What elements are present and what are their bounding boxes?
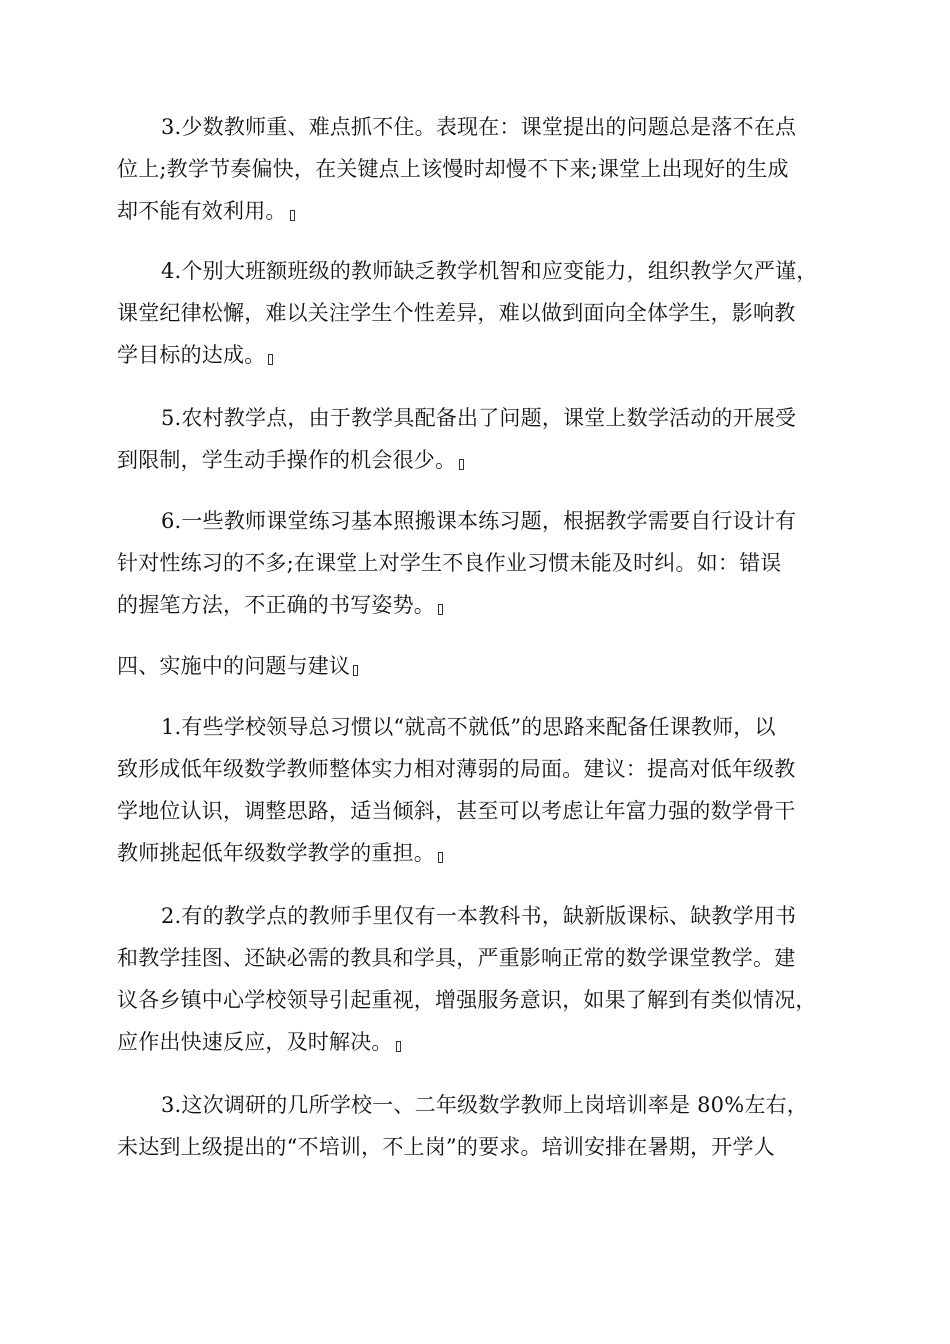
- paragraph-item-4: [117, 250, 837, 376]
- text-line: 学地位认识，调整思路，适当倾斜，甚至可以考虑让年富力强的数学骨干: [117, 799, 796, 823]
- text-line-wrap: [117, 1021, 837, 1063]
- paragraph-mark-icon: [353, 665, 358, 676]
- paragraph-mark-icon: [438, 604, 443, 615]
- text-line-wrap: [117, 645, 837, 687]
- text-line-wrap: [117, 439, 837, 481]
- paragraph-mark-icon: [268, 354, 273, 365]
- paragraph-item-3-minor: [117, 106, 837, 232]
- paragraph-suggestion-2: [117, 895, 837, 1063]
- paragraph-mark-icon: [396, 1041, 401, 1052]
- text-line: 致形成低年级数学教师整体实力相对薄弱的局面。建议：提高对低年级教: [117, 757, 796, 781]
- text-line: 却不能有效利用。: [117, 199, 287, 223]
- paragraph-item-6: [117, 500, 837, 626]
- text-line: 5.农村教学点，由于教学具配备出了问题，课堂上数学活动的开展受: [161, 406, 797, 430]
- paragraph-suggestion-3: [117, 1084, 837, 1168]
- section-heading: [117, 645, 837, 687]
- paragraph-mark-icon: [459, 459, 464, 470]
- text-line: 2.有的教学点的教师手里仅有一本教科书，缺新版课标、缺教学用书: [161, 904, 797, 928]
- text-line: 位上;教学节奏偏快，在关键点上该慢时却慢不下来;课堂上出现好的生成: [117, 157, 789, 181]
- paragraph-mark-icon: [290, 210, 295, 221]
- text-line-wrap: [117, 190, 837, 232]
- heading-text: 四、实施中的问题与建议: [117, 654, 351, 678]
- paragraph-suggestion-1: [117, 706, 837, 874]
- text-line: 到限制，学生动手操作的机会很少。: [117, 448, 457, 472]
- text-line: 和教学挂图、还缺必需的教具和学具，严重影响正常的数学课堂教学。建: [117, 946, 796, 970]
- text-line-wrap: [117, 334, 837, 376]
- text-line: 教师挑起低年级数学教学的重担。: [117, 841, 435, 865]
- text-line-wrap: [117, 832, 837, 874]
- text-line-wrap: [117, 584, 837, 626]
- text-line: 1.有些学校领导总习惯以“就高不就低”的思路来配备任课教师，以: [161, 715, 776, 739]
- text-line: 6.一些教师课堂练习基本照搬课本练习题，根据教学需要自行设计有: [161, 509, 797, 533]
- text-line: 应作出快速反应，及时解决。: [117, 1030, 393, 1054]
- text-line: 3.少数教师重、难点抓不住。表现在：课堂提出的问题总是落不在点: [161, 115, 797, 139]
- text-line: 未达到上级提出的“不培训，不上岗”的要求。培训安排在暑期，开学人: [117, 1135, 775, 1159]
- text-line: 4.个别大班额班级的教师缺乏教学机智和应变能力，组织教学欠严谨，: [161, 259, 818, 283]
- text-line: 针对性练习的不多;在课堂上对学生不良作业习惯未能及时纠。如：错误: [117, 551, 782, 575]
- text-line: 学目标的达成。: [117, 343, 266, 367]
- paragraph-item-5: [117, 397, 837, 481]
- paragraph-mark-icon: [438, 852, 443, 863]
- text-line: 课堂纪律松懈，难以关注学生个性差异，难以做到面向全体学生，影响教: [117, 301, 796, 325]
- text-line: 的握笔方法，不正确的书写姿势。: [117, 593, 435, 617]
- text-line: 3.这次调研的几所学校一、二年级数学教师上岗培训率是 80%左右，: [161, 1093, 808, 1117]
- text-line: 议各乡镇中心学校领导引起重视，增强服务意识，如果了解到有类似情况，: [117, 988, 817, 1012]
